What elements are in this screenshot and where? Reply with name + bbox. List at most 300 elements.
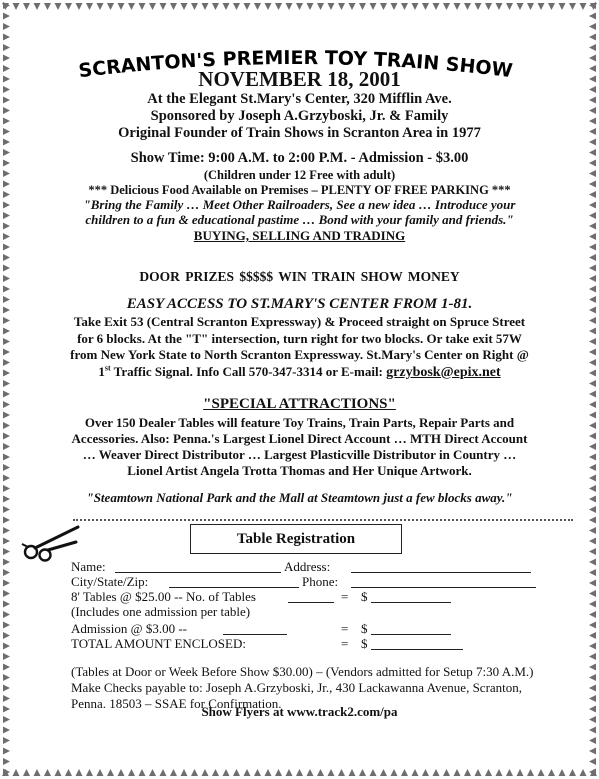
border-triangle bbox=[3, 706, 10, 713]
border-triangle bbox=[223, 769, 230, 776]
border-triangle bbox=[589, 685, 596, 692]
border-triangle bbox=[3, 349, 10, 356]
border-triangle bbox=[307, 769, 314, 776]
border-triangle bbox=[589, 695, 596, 702]
border-triangle bbox=[370, 3, 377, 10]
border-triangle bbox=[3, 149, 10, 156]
border-triangle bbox=[3, 653, 10, 660]
border-triangle bbox=[3, 328, 10, 335]
border-triangle bbox=[589, 548, 596, 555]
border-triangle bbox=[433, 769, 440, 776]
border-triangle bbox=[317, 769, 324, 776]
border-triangle bbox=[23, 769, 30, 776]
border-triangle bbox=[307, 3, 314, 10]
border-triangle bbox=[589, 674, 596, 681]
border-triangle bbox=[589, 412, 596, 419]
sponsor: Sponsored by Joseph A.Grzyboski, Jr. & Family bbox=[150, 108, 449, 124]
border-triangle bbox=[118, 769, 125, 776]
phone-field[interactable] bbox=[351, 575, 536, 588]
tables-count-field[interactable] bbox=[288, 590, 334, 603]
border-triangle bbox=[107, 769, 114, 776]
border-triangle bbox=[391, 769, 398, 776]
border-triangle bbox=[3, 65, 10, 72]
border-triangle bbox=[464, 3, 471, 10]
border-triangle bbox=[443, 769, 450, 776]
total-amount-field[interactable] bbox=[371, 637, 463, 650]
border-triangle bbox=[589, 244, 596, 251]
border-triangle bbox=[589, 307, 596, 314]
border-triangle bbox=[181, 769, 188, 776]
border-triangle bbox=[422, 3, 429, 10]
border-triangle bbox=[86, 3, 93, 10]
border-triangle bbox=[589, 139, 596, 146]
border-triangle bbox=[443, 3, 450, 10]
border-triangle bbox=[3, 580, 10, 587]
border-triangle bbox=[65, 769, 72, 776]
border-triangle bbox=[149, 3, 156, 10]
border-triangle bbox=[3, 380, 10, 387]
border-triangle bbox=[589, 23, 596, 30]
border-triangle bbox=[3, 748, 10, 755]
border-triangle bbox=[454, 769, 461, 776]
border-triangle bbox=[589, 632, 596, 639]
border-triangle bbox=[464, 769, 471, 776]
border-triangle bbox=[589, 296, 596, 303]
border-top bbox=[0, 0, 599, 12]
border-triangle bbox=[589, 622, 596, 629]
border-triangle bbox=[538, 769, 545, 776]
footer-line: Penna. 18503 – SSAE for Confirmation. bbox=[71, 696, 282, 711]
border-triangle bbox=[286, 3, 293, 10]
border-triangle bbox=[3, 443, 10, 450]
border-triangle bbox=[589, 601, 596, 608]
founder: Original Founder of Train Shows in Scranton Area in 1977 bbox=[118, 125, 481, 141]
border-triangle bbox=[506, 3, 513, 10]
border-triangle bbox=[233, 3, 240, 10]
border-triangle bbox=[589, 370, 596, 377]
admission-count-field[interactable] bbox=[223, 622, 287, 635]
equals-sign: = bbox=[341, 636, 349, 651]
border-triangle bbox=[589, 401, 596, 408]
border-triangle bbox=[34, 3, 41, 10]
border-triangle bbox=[3, 370, 10, 377]
border-triangle bbox=[3, 286, 10, 293]
border-triangle bbox=[3, 13, 10, 20]
border-triangle bbox=[170, 3, 177, 10]
border-triangle bbox=[589, 265, 596, 272]
border-triangle bbox=[589, 664, 596, 671]
border-triangle bbox=[3, 737, 10, 744]
border-triangle bbox=[3, 97, 10, 104]
border-triangle bbox=[589, 2, 596, 9]
border-triangle bbox=[338, 3, 345, 10]
border-triangle bbox=[589, 349, 596, 356]
border-triangle bbox=[589, 727, 596, 734]
border-triangle bbox=[328, 769, 335, 776]
border-triangle bbox=[559, 769, 566, 776]
border-bottom bbox=[0, 767, 599, 779]
border-triangle bbox=[3, 758, 10, 765]
border-triangle bbox=[589, 328, 596, 335]
border-triangle bbox=[589, 611, 596, 618]
admission-amount-field[interactable] bbox=[371, 622, 451, 635]
border-triangle bbox=[589, 433, 596, 440]
border-triangle bbox=[569, 3, 576, 10]
border-triangle bbox=[3, 202, 10, 209]
border-triangle bbox=[3, 485, 10, 492]
border-triangle bbox=[275, 769, 282, 776]
border-triangle bbox=[527, 769, 534, 776]
border-triangle bbox=[55, 769, 62, 776]
border-triangle bbox=[548, 769, 555, 776]
border-triangle bbox=[3, 538, 10, 545]
border-triangle bbox=[265, 3, 272, 10]
border-triangle bbox=[3, 517, 10, 524]
border-triangle bbox=[3, 23, 10, 30]
border-triangle bbox=[589, 422, 596, 429]
border-triangle bbox=[589, 580, 596, 587]
admission-label: Admission @ $3.00 -- bbox=[71, 621, 187, 636]
special-line: … Weaver Direct Distributor … Largest Plasticville Distributor in Country … bbox=[82, 447, 517, 462]
border-triangle bbox=[3, 559, 10, 566]
border-triangle bbox=[3, 307, 10, 314]
border-triangle bbox=[589, 737, 596, 744]
border-triangle bbox=[3, 422, 10, 429]
border-triangle bbox=[3, 506, 10, 513]
border-triangle bbox=[589, 653, 596, 660]
border-triangle bbox=[3, 674, 10, 681]
border-triangle bbox=[475, 3, 482, 10]
cut-line bbox=[73, 519, 573, 521]
border-triangle bbox=[589, 118, 596, 125]
border-triangle bbox=[589, 454, 596, 461]
border-triangle bbox=[3, 359, 10, 366]
dollar-sign: $ bbox=[361, 636, 368, 651]
email-link[interactable]: grzybosk@epix.net bbox=[386, 364, 501, 380]
border-triangle bbox=[3, 2, 10, 9]
border-triangle bbox=[527, 3, 534, 10]
city-field[interactable] bbox=[169, 575, 299, 588]
address-label: Address: bbox=[284, 559, 331, 574]
border-triangle bbox=[191, 769, 198, 776]
border-triangle bbox=[589, 65, 596, 72]
special-line: Accessories. Also: Penna.'s Largest Lionel Direct Account … MTH Direct Account bbox=[71, 431, 528, 446]
border-triangle bbox=[412, 3, 419, 10]
border-triangle bbox=[223, 3, 230, 10]
border-triangle bbox=[191, 3, 198, 10]
border-triangle bbox=[23, 3, 30, 10]
border-triangle bbox=[589, 716, 596, 723]
border-triangle bbox=[139, 769, 146, 776]
border-triangle bbox=[589, 254, 596, 261]
border-triangle bbox=[13, 769, 20, 776]
border-triangle bbox=[589, 517, 596, 524]
border-triangle bbox=[3, 664, 10, 671]
border-triangle bbox=[3, 191, 10, 198]
border-triangle bbox=[3, 769, 10, 776]
venue: At the Elegant St.Mary's Center, 320 Mifflin Ave. bbox=[147, 91, 452, 107]
border-triangle bbox=[569, 769, 576, 776]
border-triangle bbox=[589, 769, 596, 776]
phone-label: Phone: bbox=[302, 574, 339, 589]
bring-line-1: "Bring the Family … Meet Other Railroaders, See a new idea … Introduce your bbox=[83, 197, 516, 212]
border-triangle bbox=[496, 769, 503, 776]
border-triangle bbox=[3, 454, 10, 461]
border-triangle bbox=[589, 359, 596, 366]
includes-note: (Includes one admission per table) bbox=[71, 604, 251, 619]
border-triangle bbox=[3, 265, 10, 272]
title-text: SCRANTON'S PREMIER TOY TRAIN SHOW bbox=[77, 46, 514, 83]
border-triangle bbox=[580, 769, 587, 776]
border-triangle bbox=[485, 3, 492, 10]
border-triangle bbox=[589, 706, 596, 713]
border-triangle bbox=[589, 527, 596, 534]
border-triangle bbox=[139, 3, 146, 10]
border-triangle bbox=[589, 212, 596, 219]
name-field[interactable] bbox=[115, 560, 281, 573]
border-triangle bbox=[3, 338, 10, 345]
border-triangle bbox=[3, 34, 10, 41]
address-field[interactable] bbox=[351, 560, 531, 573]
border-triangle bbox=[3, 590, 10, 597]
border-triangle bbox=[3, 296, 10, 303]
border-triangle bbox=[160, 769, 167, 776]
border-triangle bbox=[3, 433, 10, 440]
border-triangle bbox=[233, 769, 240, 776]
access-line: for 6 blocks. At the "T" intersection, turn right for two blocks. Or take exit 57W bbox=[77, 330, 522, 346]
border-triangle bbox=[3, 76, 10, 83]
border-triangle bbox=[589, 86, 596, 93]
border-triangle bbox=[589, 34, 596, 41]
border-triangle bbox=[3, 86, 10, 93]
border-triangle bbox=[149, 769, 156, 776]
border-triangle bbox=[244, 769, 251, 776]
border-triangle bbox=[328, 3, 335, 10]
border-triangle bbox=[589, 181, 596, 188]
border-triangle bbox=[433, 3, 440, 10]
border-triangle bbox=[34, 769, 41, 776]
scissors-icon bbox=[20, 522, 82, 562]
tables-amount-field[interactable] bbox=[371, 590, 451, 603]
border-triangle bbox=[454, 3, 461, 10]
border-triangle bbox=[3, 643, 10, 650]
special-line: Lionel Artist Angela Trotta Thomas and Her Unique Artwork. bbox=[127, 463, 472, 478]
border-triangle bbox=[3, 622, 10, 629]
border-triangle bbox=[589, 44, 596, 51]
access-line: from New York State to North Scranton Expressway. St.Mary's Center on Right @ bbox=[70, 347, 529, 362]
border-right bbox=[587, 0, 599, 779]
border-triangle bbox=[275, 3, 282, 10]
border-triangle bbox=[3, 275, 10, 282]
access-line: Take Exit 53 (Central Scranton Expressway) & Proceed straight on Spruce Street bbox=[73, 314, 526, 329]
border-triangle bbox=[13, 3, 20, 10]
footer-line: (Tables at Door or Week Before Show $30.00) – (Vendors admitted for Setup 7:30 A.M.) bbox=[71, 664, 534, 679]
border-triangle bbox=[170, 769, 177, 776]
border-triangle bbox=[506, 769, 513, 776]
border-triangle bbox=[370, 769, 377, 776]
border-triangle bbox=[589, 748, 596, 755]
equals-sign: = bbox=[341, 621, 349, 636]
border-triangle bbox=[44, 769, 51, 776]
border-triangle bbox=[3, 464, 10, 471]
border-triangle bbox=[517, 3, 524, 10]
border-triangle bbox=[589, 202, 596, 209]
showtime: Show Time: 9:00 A.M. to 2:00 P.M. - Admission - $3.00 bbox=[130, 150, 469, 166]
border-triangle bbox=[3, 727, 10, 734]
border-triangle bbox=[589, 496, 596, 503]
border-triangle bbox=[589, 286, 596, 293]
door-prizes: DOOR PRIZES $$$$$ WIN TRAIN SHOW MONEY bbox=[139, 269, 460, 284]
border-triangle bbox=[3, 160, 10, 167]
border-triangle bbox=[65, 3, 72, 10]
access-line-text: Traffic Signal. Info Call 570-347-3314 or E-mail: bbox=[110, 363, 387, 379]
border-triangle bbox=[244, 3, 251, 10]
access-line bbox=[18, 364, 581, 382]
access-line-number: 1 bbox=[98, 363, 105, 379]
border-triangle bbox=[3, 548, 10, 555]
border-triangle bbox=[380, 3, 387, 10]
border-triangle bbox=[3, 212, 10, 219]
border-triangle bbox=[3, 55, 10, 62]
border-triangle bbox=[589, 170, 596, 177]
border-triangle bbox=[589, 275, 596, 282]
border-triangle bbox=[3, 244, 10, 251]
border-triangle bbox=[589, 475, 596, 482]
food-parking: *** Delicious Food Available on Premises – PLENTY OF FREE PARKING *** bbox=[88, 183, 511, 197]
border-triangle bbox=[160, 3, 167, 10]
border-triangle bbox=[589, 391, 596, 398]
access-heading: EASY ACCESS TO ST.MARY'S CENTER FROM 1-81. bbox=[126, 296, 473, 312]
border-triangle bbox=[254, 769, 261, 776]
border-triangle bbox=[589, 464, 596, 471]
border-triangle bbox=[3, 181, 10, 188]
border-triangle bbox=[338, 769, 345, 776]
border-triangle bbox=[265, 769, 272, 776]
equals-sign: = bbox=[341, 589, 349, 604]
flyers-link[interactable]: Show Flyers at www.track2.com/pa bbox=[201, 704, 398, 719]
footer-line: Make Checks payable to: Joseph A.Grzyboski, Jr., 430 Lackawanna Avenue, Scranton, bbox=[71, 680, 523, 695]
border-triangle bbox=[349, 3, 356, 10]
dollar-sign: $ bbox=[361, 621, 368, 636]
buying-selling: BUYING, SELLING AND TRADING bbox=[193, 228, 406, 243]
border-triangle bbox=[212, 769, 219, 776]
border-triangle bbox=[3, 317, 10, 324]
total-label: TOTAL AMOUNT ENCLOSED: bbox=[71, 636, 246, 651]
border-triangle bbox=[589, 538, 596, 545]
border-triangle bbox=[296, 3, 303, 10]
border-triangle bbox=[589, 569, 596, 576]
border-triangle bbox=[589, 338, 596, 345]
border-triangle bbox=[589, 55, 596, 62]
name-label: Name: bbox=[71, 559, 106, 574]
border-triangle bbox=[3, 569, 10, 576]
steamtown-note: "Steamtown National Park and the Mall at Steamtown just a few blocks away." bbox=[86, 490, 513, 505]
border-triangle bbox=[589, 506, 596, 513]
border-triangle bbox=[401, 3, 408, 10]
border-triangle bbox=[76, 3, 83, 10]
border-triangle bbox=[3, 695, 10, 702]
dollar-sign: $ bbox=[361, 589, 368, 604]
border-triangle bbox=[128, 769, 135, 776]
border-triangle bbox=[3, 233, 10, 240]
event-date: NOVEMBER 18, 2001 bbox=[198, 67, 401, 91]
border-triangle bbox=[3, 107, 10, 114]
border-triangle bbox=[86, 769, 93, 776]
border-triangle bbox=[589, 191, 596, 198]
border-triangle bbox=[3, 223, 10, 230]
ordinal-suffix: st bbox=[104, 363, 111, 373]
border-triangle bbox=[589, 643, 596, 650]
border-triangle bbox=[589, 128, 596, 135]
border-triangle bbox=[3, 139, 10, 146]
border-triangle bbox=[3, 685, 10, 692]
border-triangle bbox=[589, 317, 596, 324]
border-triangle bbox=[589, 13, 596, 20]
special-attractions bbox=[18, 415, 581, 479]
border-left bbox=[0, 0, 12, 779]
border-triangle bbox=[286, 769, 293, 776]
border-triangle bbox=[589, 149, 596, 156]
border-triangle bbox=[3, 412, 10, 419]
border-triangle bbox=[107, 3, 114, 10]
border-triangle bbox=[317, 3, 324, 10]
border-triangle bbox=[538, 3, 545, 10]
border-triangle bbox=[349, 769, 356, 776]
border-triangle bbox=[118, 3, 125, 10]
border-triangle bbox=[202, 769, 209, 776]
border-triangle bbox=[548, 3, 555, 10]
border-triangle bbox=[401, 769, 408, 776]
tables-label: 8' Tables @ $25.00 -- No. of Tables bbox=[71, 589, 256, 604]
border-triangle bbox=[254, 3, 261, 10]
border-triangle bbox=[3, 118, 10, 125]
border-triangle bbox=[589, 443, 596, 450]
border-triangle bbox=[359, 769, 366, 776]
flyer bbox=[18, 12, 581, 767]
border-triangle bbox=[589, 559, 596, 566]
border-triangle bbox=[589, 97, 596, 104]
border-triangle bbox=[589, 758, 596, 765]
border-triangle bbox=[55, 3, 62, 10]
border-triangle bbox=[589, 233, 596, 240]
border-triangle bbox=[3, 527, 10, 534]
border-triangle bbox=[559, 3, 566, 10]
border-triangle bbox=[202, 3, 209, 10]
city-label: City/State/Zip: bbox=[71, 574, 149, 589]
border-triangle bbox=[3, 611, 10, 618]
border-triangle bbox=[589, 485, 596, 492]
border-triangle bbox=[359, 3, 366, 10]
table-registration-heading: Table Registration bbox=[190, 524, 402, 554]
border-triangle bbox=[422, 769, 429, 776]
border-triangle bbox=[97, 3, 104, 10]
border-triangle bbox=[485, 769, 492, 776]
border-triangle bbox=[496, 3, 503, 10]
border-triangle bbox=[3, 475, 10, 482]
border-triangle bbox=[76, 769, 83, 776]
border-triangle bbox=[128, 3, 135, 10]
border-triangle bbox=[44, 3, 51, 10]
border-triangle bbox=[212, 3, 219, 10]
border-triangle bbox=[3, 128, 10, 135]
border-triangle bbox=[3, 601, 10, 608]
border-triangle bbox=[3, 170, 10, 177]
border-triangle bbox=[517, 769, 524, 776]
border-triangle bbox=[412, 769, 419, 776]
border-triangle bbox=[3, 632, 10, 639]
border-triangle bbox=[589, 107, 596, 114]
border-triangle bbox=[589, 223, 596, 230]
